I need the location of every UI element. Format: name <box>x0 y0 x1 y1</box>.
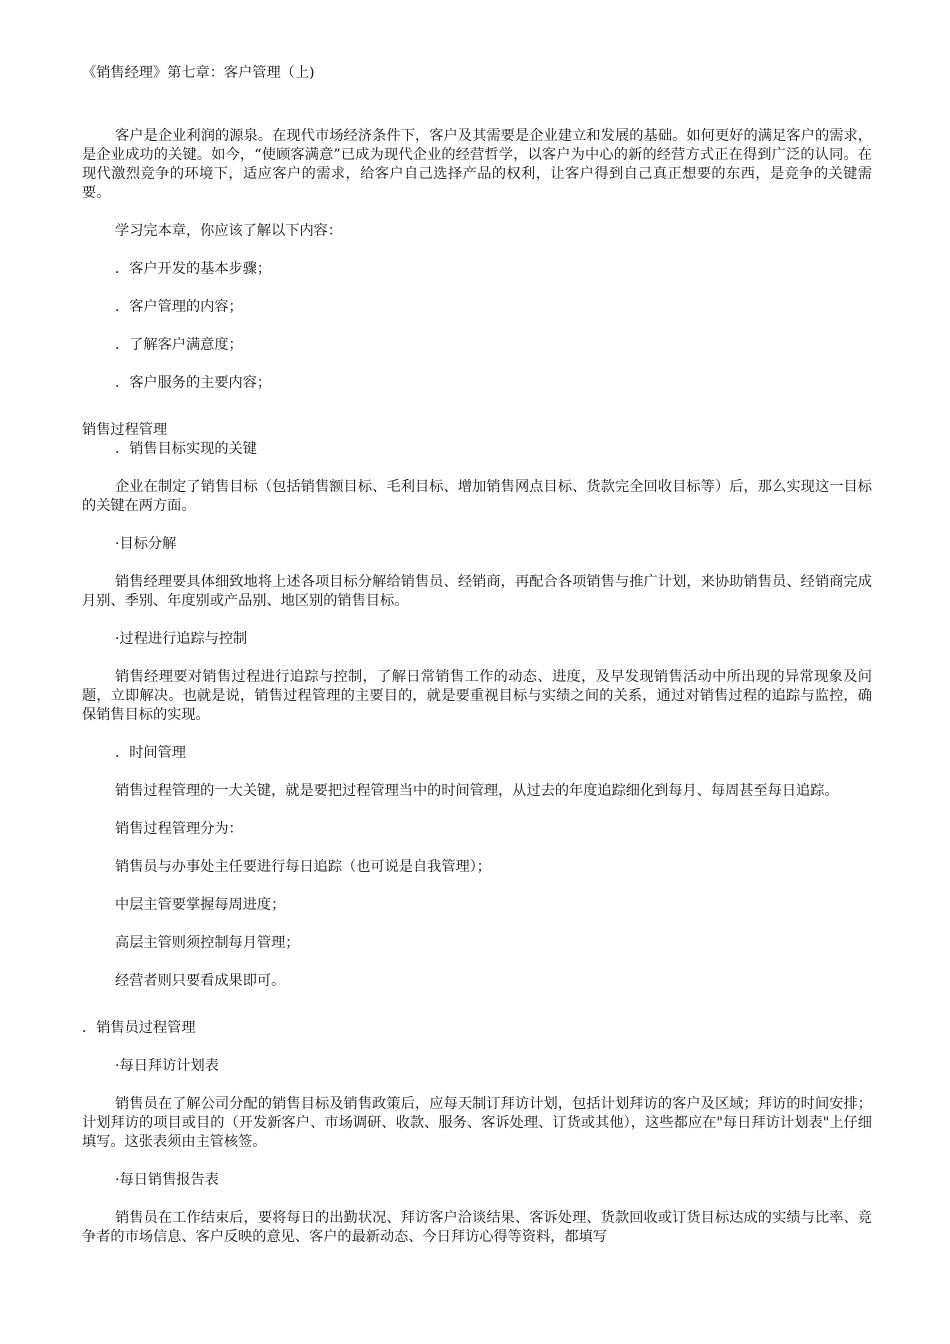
subsection-heading: ．销售目标实现的关键 <box>115 441 257 457</box>
section-heading: ．销售员过程管理 <box>82 1020 196 1036</box>
paragraph: 销售经理要对销售过程进行追踪与控制，了解日常销售工作的动态、进度，及早发现销售活动中所出现的异常现象及问题，立即解决。也就是说，销售过程管理的主要目的，就是要重视目标与实绩之间的关系，通过对销售过程的追踪与监控，确保销售目标的实现。 <box>82 669 872 723</box>
paragraph: 销售过程管理分为： <box>115 821 243 837</box>
paragraph: 企业在制定了销售目标（包括销售额目标、毛利目标、增加销售网点目标、货款完全回收目标等）后，那么实现这一目标的关键在两方面。 <box>82 479 872 514</box>
learn-item: ．客户服务的主要内容； <box>115 375 272 391</box>
paragraph: 中层主管要掌握每周进度； <box>115 897 286 913</box>
paragraph: 经营者则只要看成果即可。 <box>115 973 286 989</box>
document-page <box>82 64 872 1247</box>
bullet-heading: ·过程进行追踪与控制 <box>115 631 248 647</box>
bullet-heading: ·目标分解 <box>115 536 177 552</box>
paragraph: 销售员在了解公司分配的销售目标及销售政策后，应每天制订拜访计划，包括计划拜访的客户及区域；拜访的时间安排；计划拜访的项目或目的（开发新客户、市场调研、收款、服务、客诉处理、订货或其他），这些都应在"每日拜访计划表"上仔细填写。这张表须由主管核签。 <box>82 1096 872 1150</box>
document-title: 《销售经理》第七章：客户管理（上) <box>82 65 315 81</box>
paragraph: 销售经理要具体细致地将上述各项目标分解给销售员、经销商，再配合各项销售与推广计划，来协助销售员、经销商完成月别、季别、年度别或产品别、地区别的销售目标。 <box>82 574 872 609</box>
paragraph: 高层主管则须控制每月管理； <box>115 935 300 951</box>
paragraph: 销售过程管理的一大关键，就是要把过程管理当中的时间管理，从过去的年度追踪细化到每月、每周甚至每日追踪。 <box>115 783 839 799</box>
intro-paragraph: 客户是企业利润的源泉。在现代市场经济条件下，客户及其需要是企业建立和发展的基础。如何更好的满足客户的需求，是企业成功的关键。如今，“使顾客满意”已成为现代企业的经营哲学，以客户为中心的新的经营方式正在得到广泛的认同。在现代激烈竞争的环境下，适应客户的需求，给客户自己选择产品的权利，让客户得到自己真正想要的东西，是竞争的关键需要。 <box>82 128 872 201</box>
bullet-heading: ·每日拜访计划表 <box>115 1058 219 1074</box>
subsection-heading: ．时间管理 <box>115 745 186 761</box>
paragraph: 销售员与办事处主任要进行每日追踪（也可说是自我管理）； <box>115 859 491 875</box>
learn-item: ．客户开发的基本步骤； <box>115 261 272 277</box>
paragraph: 销售员在工作结束后，要将每日的出勤状况、拜访客户洽谈结果、客诉处理、货款回收或订货目标达成的实绩与比率、竞争者的市场信息、客户反映的意见、客户的最新动态、今日拜访心得等资料，都填写 <box>82 1210 872 1245</box>
learn-lead: 学习完本章，你应该了解以下内容： <box>115 223 343 239</box>
section-heading: 销售过程管理 <box>82 422 168 438</box>
learn-item: ．了解客户满意度； <box>115 337 243 353</box>
bullet-heading: ·每日销售报告表 <box>115 1172 219 1188</box>
learn-item: ．客户管理的内容； <box>115 299 243 315</box>
